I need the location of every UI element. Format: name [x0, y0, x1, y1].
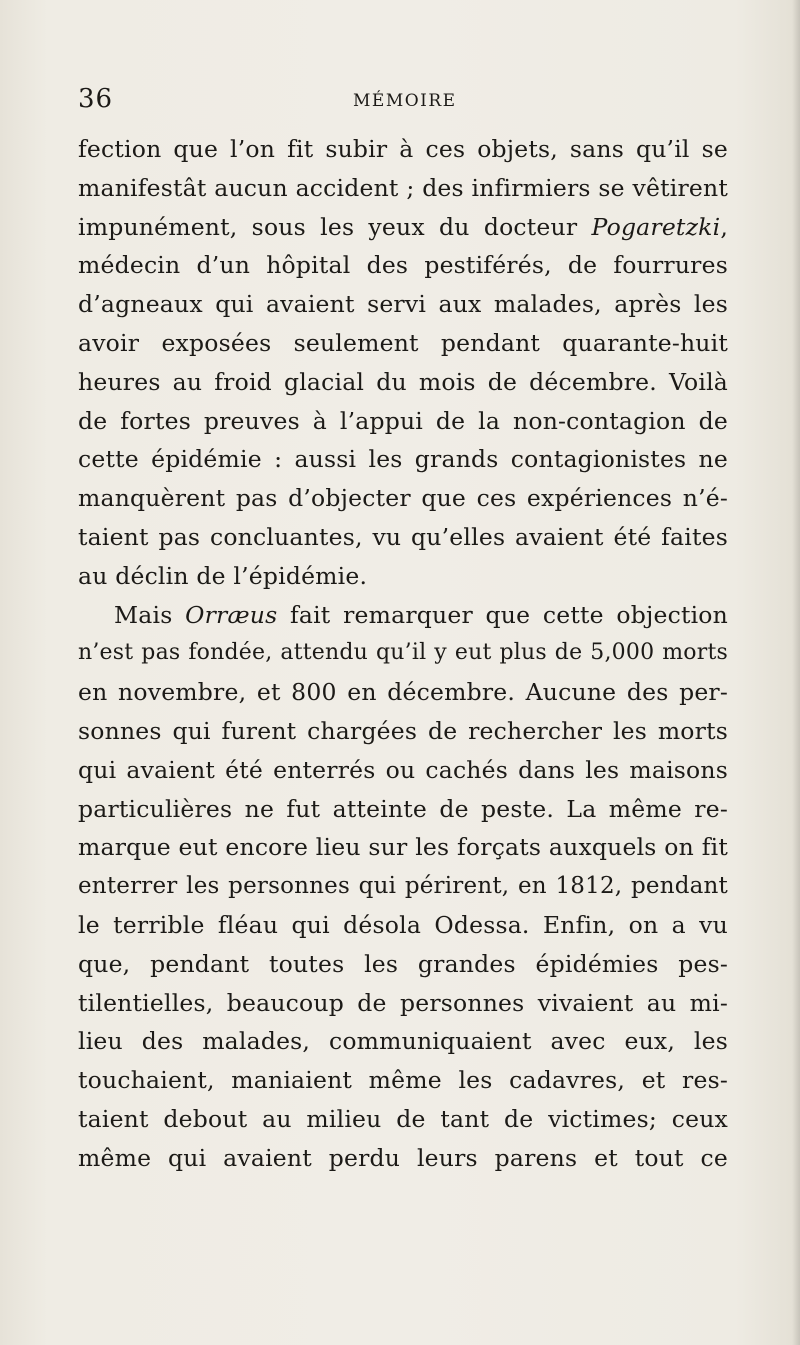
text-line: taient pas concluantes, vu qu’elles avaient été faites	[78, 522, 728, 551]
text-line: d’agneaux qui avaient servi aux malades, après les	[78, 290, 728, 319]
text-line: médecin d’un hôpital des pestiférés, de fourrures	[78, 251, 728, 280]
text-line: taient debout au milieu de tant de victimes; ceux	[78, 1104, 728, 1133]
text-line: marque eut encore lieu sur les forçats auxquels on fit	[78, 833, 728, 862]
page-header	[78, 84, 728, 124]
body-text	[78, 130, 728, 1178]
text-line: manifestât aucun accident ; des infirmiers se vêtirent	[78, 173, 728, 202]
text-line: impunément, sous les yeux du docteur Pogaretzki,	[78, 212, 728, 241]
text-line: Mais Orræus fait remarquer que cette objection	[114, 600, 728, 629]
text-line: même qui avaient perdu leurs parens et tout ce	[78, 1143, 728, 1172]
text-line: en novembre, et 800 en décembre. Aucune des per-	[78, 678, 728, 707]
page-edge-shadow	[792, 0, 800, 1345]
text-line: enterrer les personnes qui périrent, en 1812, pendant	[78, 873, 728, 900]
text-line: avoir exposées seulement pendant quarante-huit	[78, 328, 728, 357]
text-line: que, pendant toutes les grandes épidémies pes-	[78, 949, 728, 978]
text-line: n’est pas fondée, attendu qu’il y eut plus de 5,000 morts	[78, 640, 728, 666]
text-line: touchaient, maniaient même les cadavres, et res-	[78, 1066, 728, 1095]
running-head: MÉMOIRE	[353, 91, 457, 111]
italic-name: Pogaretzki	[591, 212, 721, 241]
text-line: le terrible fléau qui désola Odessa. Enfin, on a vu	[78, 910, 728, 939]
text-line: heures au froid glacial du mois de décembre. Voilà	[78, 367, 728, 396]
text-line: qui avaient été enterrés ou cachés dans les maisons	[78, 755, 728, 784]
text-line: au déclin de l’épidémie.	[78, 561, 368, 590]
text-line: manquèrent pas d’objecter que ces expériences n’é-	[78, 484, 728, 513]
text-line: fection que l’on fit subir à ces objets, sans qu’il se	[78, 135, 728, 163]
text-line: tilentielles, beaucoup de personnes vivaient au mi-	[78, 988, 728, 1017]
text-line: cette épidémie : aussi les grands contagionistes ne	[78, 445, 728, 474]
text-line: de fortes preuves à l’appui de la non-contagion de	[78, 406, 728, 435]
text-line: particulières ne fut atteinte de peste. La même re-	[78, 794, 728, 823]
page-number: 36	[78, 84, 114, 114]
text-line: lieu des malades, communiquaient avec eux, les	[78, 1027, 728, 1056]
italic-name: Orræus	[185, 600, 278, 629]
text-line: sonnes qui furent chargées de rechercher les morts	[78, 716, 728, 745]
